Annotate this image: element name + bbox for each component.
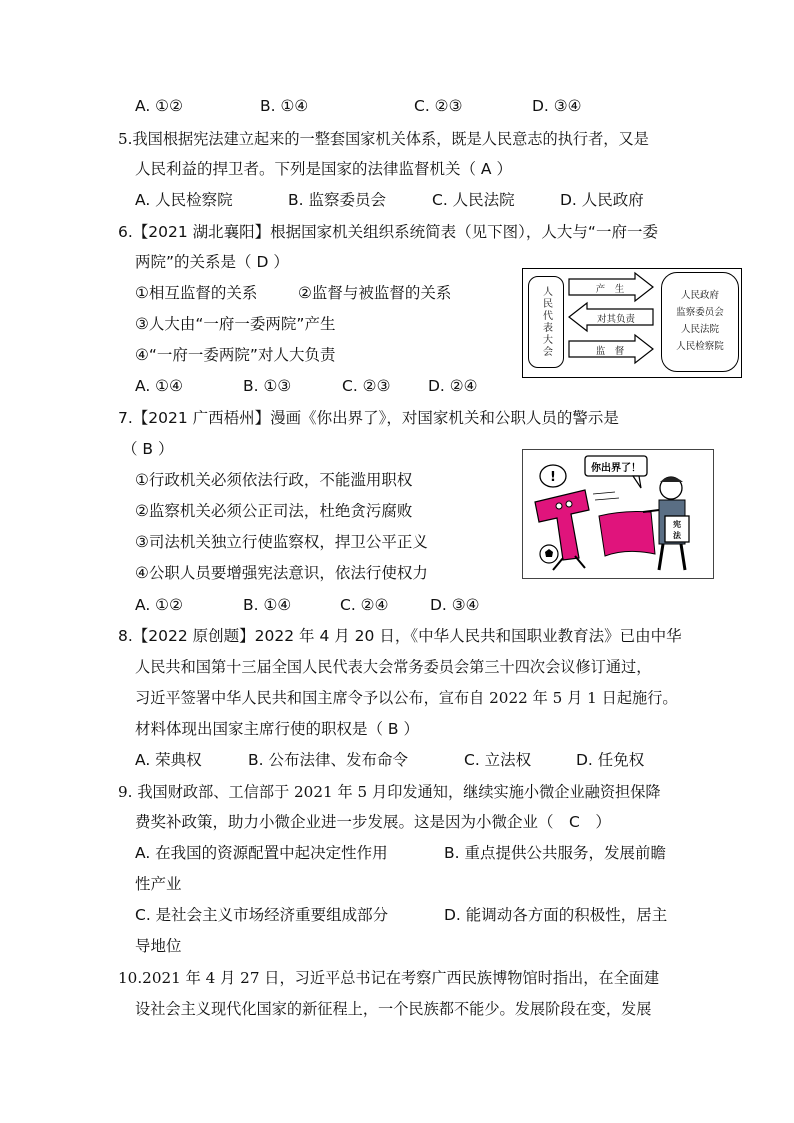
q6-item-3: ③人大由“一府一委两院”产生	[135, 315, 336, 333]
q9-option-b: B. 重点提供公共服务，发展前瞻	[444, 844, 666, 862]
q7-item-2: ②监察机关必须公正司法，杜绝贪污腐败	[135, 502, 413, 520]
q4-option-d: D. ③④	[532, 97, 582, 115]
q5-option-d: D. 人民政府	[560, 191, 644, 209]
q8-stem-line1: 8.【2022 原创题】2022 年 4 月 20 日，《中华人民共和国职业教育法》已由中华	[118, 627, 682, 645]
q5-stem-line1: 5.我国根据宪法建立起来的一整套国家机关体系，既是人民意志的执行者，又是	[118, 130, 649, 148]
q7-stem-line1: 7.【2021 广西梧州】漫画《你出界了》，对国家机关和公职人员的警示是	[118, 409, 619, 427]
q9-option-c: C. 是社会主义市场经济重要组成部分	[135, 906, 389, 924]
q8-stem-line3: 习近平签署中华人民共和国主席令予以公布，宣布自 2022 年 5 月 1 日起施行。	[135, 689, 678, 707]
q8-stem-line2: 人民共和国第十三届全国人民代表大会常务委员会第三十四次会议修订通过，	[135, 658, 652, 676]
q5-option-b: B. 监察委员会	[288, 191, 386, 209]
organ-court: 人民法院	[680, 324, 719, 335]
book-text-2: 法	[673, 530, 681, 540]
q9-stem-line2: 费奖补政策，助力小微企业进一步发展。这是因为小微企业（ C ）	[135, 813, 611, 831]
q5-stem-line2: 人民利益的捍卫者。下列是国家的法律监督机关（ A ）	[135, 160, 512, 178]
arrow-responsible-label: 对其负责	[596, 314, 635, 325]
q4-option-b: B. ①④	[260, 97, 309, 115]
q8-option-b: B. 公布法律、发布命令	[248, 751, 408, 769]
organ-procuratorate: 人民检察院	[676, 341, 724, 352]
cartoon-illustration	[523, 450, 713, 578]
arrow-produce-label: 产 生	[595, 284, 625, 295]
q6-item-2: ②监督与被监督的关系	[298, 284, 452, 302]
q6-stem-line1: 6.【2021 湖北襄阳】根据国家机关组织系统简表（见下图），人大与“一府一委	[118, 223, 658, 241]
q10-stem-line1: 10.2021 年 4 月 27 日，习近平总书记在考察广西民族博物馆时指出，在全面建	[118, 969, 660, 987]
red-banner	[599, 512, 655, 557]
organ-supervision: 监察委员会	[676, 307, 724, 318]
arrow-supervise-label: 监 督	[595, 346, 625, 357]
q6-option-a: A. ①④	[135, 377, 183, 395]
q9-option-d: D. 能调动各方面的积极性，居主	[444, 906, 668, 924]
q6-option-b: B. ①③	[243, 377, 292, 395]
q6-item-1: ①相互监督的关系	[135, 284, 258, 302]
q7-item-3: ③司法机关独立行使监察权，捍卫公平正义	[135, 533, 428, 551]
q4-option-a: A. ①②	[135, 97, 183, 115]
speech-text: 你出界了！	[591, 463, 641, 474]
q7-item-1: ①行政机关必须依法行政，不能滥用职权	[135, 471, 413, 489]
q7-stem-line2: （ B ）	[122, 440, 174, 458]
q9-option-b-cont: 性产业	[135, 875, 182, 893]
q6-option-d: D. ②④	[428, 377, 478, 395]
cartoon-out-of-bounds	[522, 449, 714, 579]
diagram-organs-box	[661, 272, 739, 372]
q9-stem-line1: 9. 我国财政部、工信部于 2021 年 5 月印发通知，继续实施小微企业融资担保降	[118, 783, 661, 801]
q6-item-4: ④“一府一委两院”对人大负责	[135, 346, 336, 364]
q7-option-c: C. ②④	[340, 596, 389, 614]
q7-option-b: B. ①④	[243, 596, 292, 614]
book-text-1: 宪	[673, 519, 681, 529]
q5-option-a: A. 人民检察院	[135, 191, 233, 209]
q10-stem-line2: 设社会主义现代化国家的新征程上，一个民族都不能少。发展阶段在变，发展	[135, 1000, 652, 1018]
q9-option-a: A. 在我国的资源配置中起决定性作用	[135, 844, 388, 862]
state-organs-diagram	[522, 268, 742, 378]
organ-government: 人民政府	[680, 290, 719, 301]
q7-option-a: A. ①②	[135, 596, 183, 614]
q4-option-c: C. ②③	[414, 97, 463, 115]
q8-option-a: A. 荣典权	[135, 751, 202, 769]
q8-option-d: D. 任免权	[576, 751, 645, 769]
q5-option-c: C. 人民法院	[432, 191, 515, 209]
q9-option-d-cont: 导地位	[135, 937, 182, 955]
diagram-npc-box: 人民代表大会	[528, 276, 564, 368]
q6-stem-line2: 两院”的关系是（ D ）	[135, 253, 289, 271]
q7-item-4: ④公职人员要增强宪法意识，依法行使权力	[135, 564, 428, 582]
q7-option-d: D. ③④	[430, 596, 480, 614]
q8-option-c: C. 立法权	[464, 751, 532, 769]
q6-option-c: C. ②③	[342, 377, 391, 395]
q8-stem-line4: 材料体现出国家主席行使的职权是（ B ）	[135, 720, 419, 738]
exclaim-text: !	[550, 470, 556, 485]
